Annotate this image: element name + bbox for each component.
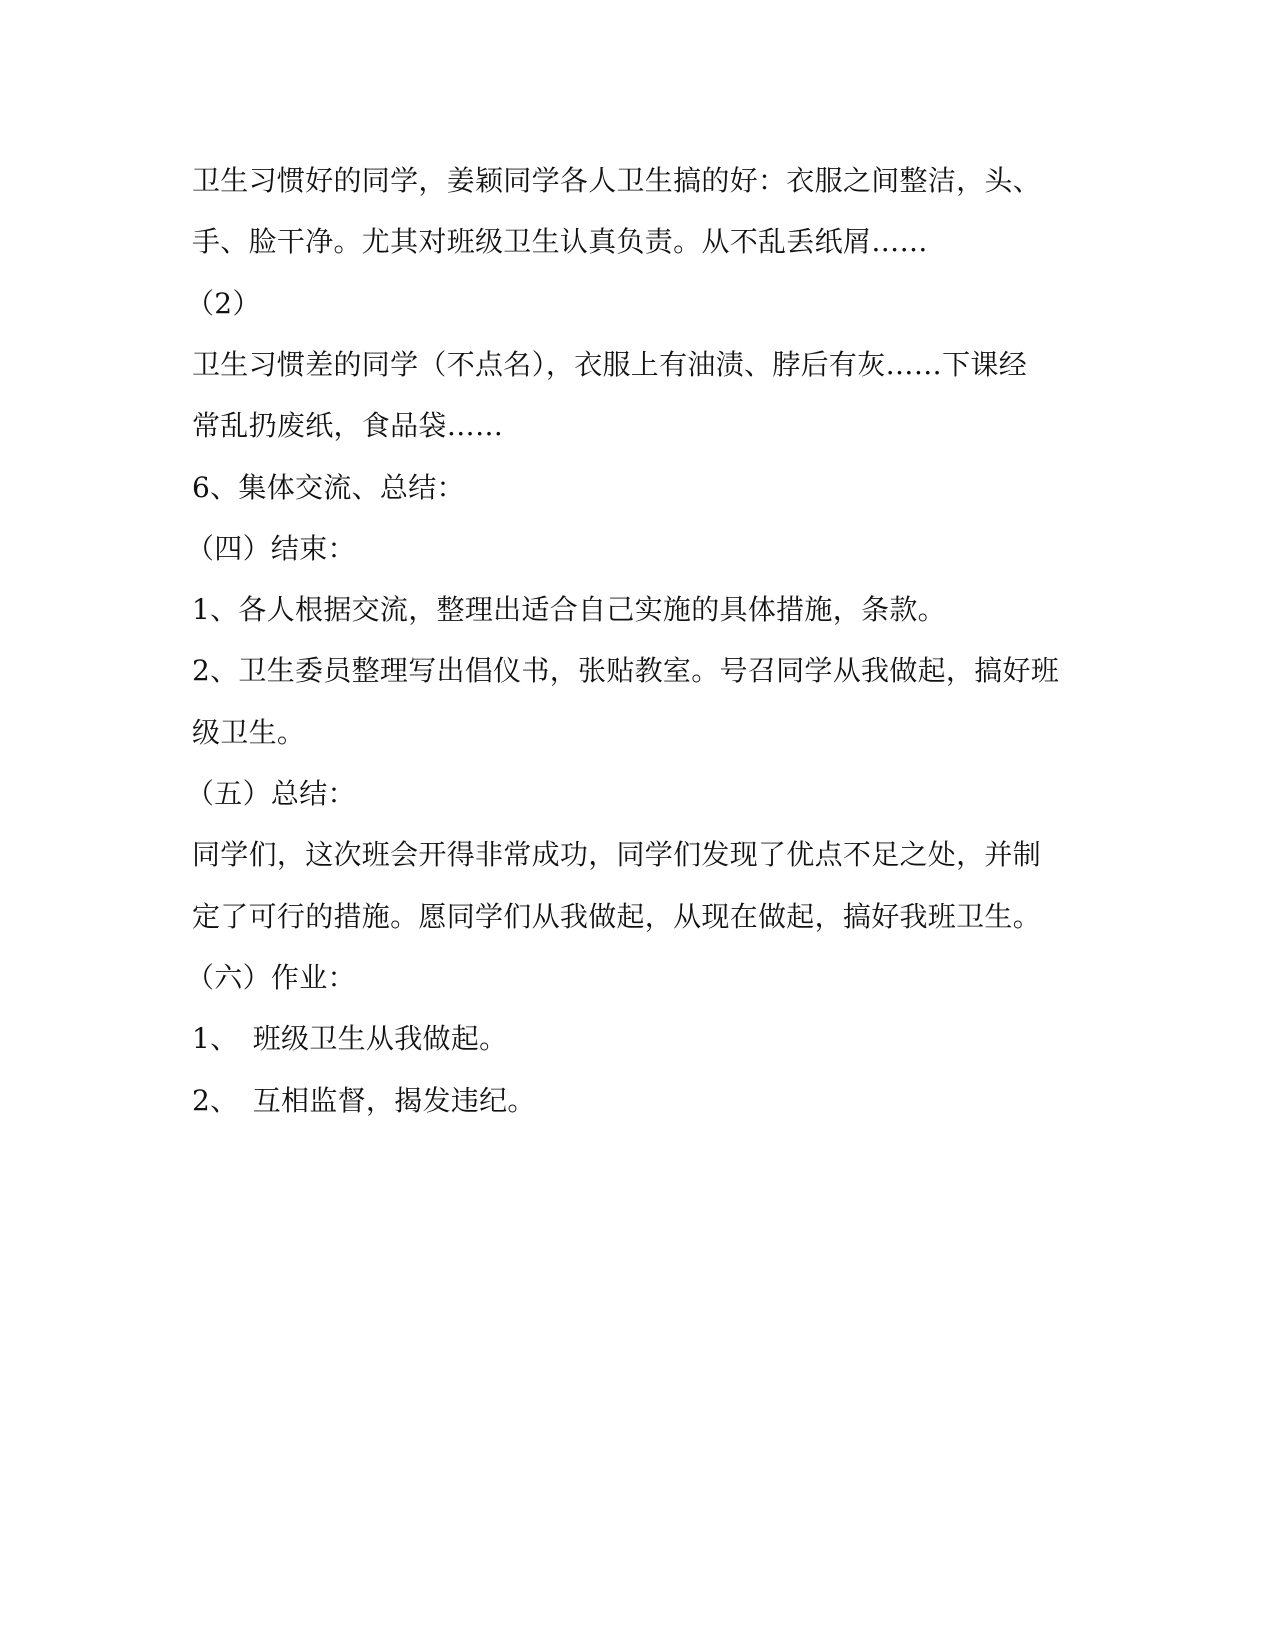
list-item-2-cont: 级卫生。 [192,716,306,749]
paragraph-line-bad-habits: 卫生习惯差的同学（不点名），衣服上有油渍、脖后有灰……下课经 [192,348,1028,381]
summary-paragraph-line-cont: 定了可行的措施。愿同学们从我做起，从现在做起，搞好我班卫生。 [192,900,1042,933]
section-four-heading: （四）结束： [186,532,356,565]
paragraph-line-bad-habits-cont: 常乱扔废纸，食品袋…… [192,409,504,442]
section-six-heading: （六）作业： [186,961,356,994]
step-6-heading: 6、集体交流、总结： [192,471,465,504]
section-five-heading: （五）总结： [186,777,356,810]
summary-paragraph-line: 同学们，这次班会开得非常成功，同学们发现了优点不足之处，并制 [192,838,1042,871]
paragraph-line-good-habits: 卫生习惯好的同学，姜颖同学各人卫生搞的好：衣服之间整洁，头、 [192,164,1042,197]
homework-item-2: 2、 互相监督，揭发违纪。 [192,1084,536,1117]
list-item-2: 2、卫生委员整理写出倡仪书，张贴教室。号召同学从我做起，搞好班 [192,654,1060,687]
paragraph-line-good-habits-cont: 手、脸干净。尤其对班级卫生认真负责。从不乱丢纸屑…… [192,225,928,258]
homework-item-1: 1、 班级卫生从我做起。 [192,1022,508,1055]
subsection-number-2: （2） [186,287,261,320]
list-item-1: 1、各人根据交流，整理出适合自己实施的具体措施，条款。 [192,593,946,626]
